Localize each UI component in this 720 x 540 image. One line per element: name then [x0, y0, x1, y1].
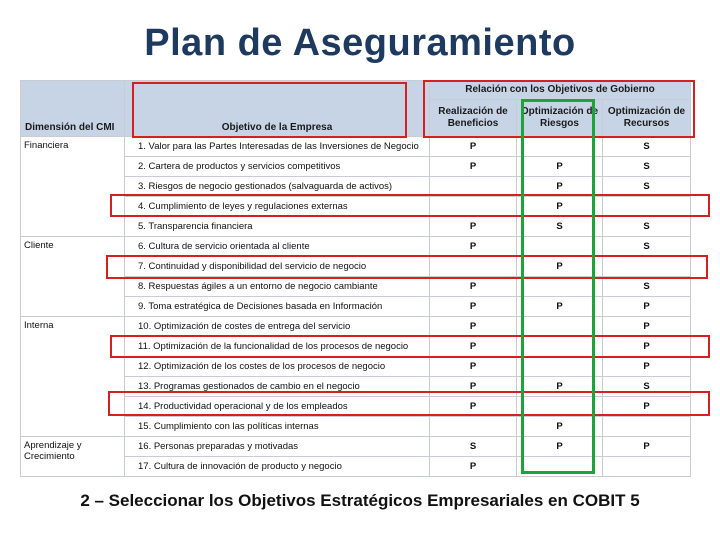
- objective-cell: 14. Productividad operacional y de los empleados: [125, 397, 430, 417]
- recursos-cell: P: [603, 397, 691, 417]
- objective-cell: 16. Personas preparadas y motivadas: [125, 437, 430, 457]
- beneficios-cell: P: [430, 237, 517, 257]
- beneficios-cell: P: [430, 317, 517, 337]
- recursos-cell: [603, 457, 691, 477]
- recursos-cell: P: [603, 317, 691, 337]
- objective-cell: 3. Riesgos de negocio gestionados (salvaguarda de activos): [125, 177, 430, 197]
- recursos-cell: P: [603, 297, 691, 317]
- riesgos-cell: [517, 397, 603, 417]
- header-beneficios: Realización de Beneficios: [430, 100, 517, 137]
- riesgos-cell: P: [517, 437, 603, 457]
- riesgos-cell: [517, 237, 603, 257]
- dimension-cell: Interna: [21, 317, 125, 437]
- objective-cell: 5. Transparencia financiera: [125, 217, 430, 237]
- beneficios-cell: [430, 177, 517, 197]
- objective-cell: 1. Valor para las Partes Interesadas de las Inversiones de Negocio: [125, 137, 430, 157]
- recursos-cell: [603, 257, 691, 277]
- beneficios-cell: P: [430, 357, 517, 377]
- header-dimension: Dimensión del CMI: [21, 81, 125, 137]
- riesgos-cell: [517, 277, 603, 297]
- slide-title: Plan de Aseguramiento: [144, 22, 576, 64]
- riesgos-cell: [517, 337, 603, 357]
- objective-cell: 4. Cumplimiento de leyes y regulaciones externas: [125, 197, 430, 217]
- beneficios-cell: [430, 417, 517, 437]
- beneficios-cell: P: [430, 297, 517, 317]
- riesgos-cell: P: [517, 297, 603, 317]
- recursos-cell: [603, 197, 691, 217]
- riesgos-cell: P: [517, 177, 603, 197]
- beneficios-cell: P: [430, 397, 517, 417]
- recursos-cell: S: [603, 237, 691, 257]
- recursos-cell: P: [603, 437, 691, 457]
- riesgos-cell: P: [517, 257, 603, 277]
- riesgos-cell: P: [517, 417, 603, 437]
- dimension-cell: Cliente: [21, 237, 125, 317]
- objective-cell: 11. Optimización de la funcionalidad de los procesos de negocio: [125, 337, 430, 357]
- riesgos-cell: P: [517, 197, 603, 217]
- recursos-cell: S: [603, 157, 691, 177]
- beneficios-cell: P: [430, 337, 517, 357]
- header-recursos: Optimización de Recursos: [603, 100, 691, 137]
- beneficios-cell: P: [430, 137, 517, 157]
- slide-caption: 2 – Seleccionar los Objetivos Estratégicos Empresariales en COBIT 5: [80, 491, 640, 510]
- beneficios-cell: [430, 197, 517, 217]
- beneficios-cell: P: [430, 217, 517, 237]
- header-riesgos: Optimización de Riesgos: [517, 100, 603, 137]
- objective-cell: 12. Optimización de los costes de los procesos de negocio: [125, 357, 430, 377]
- beneficios-cell: P: [430, 157, 517, 177]
- objective-cell: 7. Continuidad y disponibilidad del servicio de negocio: [125, 257, 430, 277]
- header-group-relation: Relación con los Objetivos de Gobierno: [430, 81, 691, 100]
- table-row: [21, 437, 691, 457]
- riesgos-cell: P: [517, 157, 603, 177]
- objective-cell: 8. Respuestas ágiles a un entorno de negocio cambiante: [125, 277, 430, 297]
- objective-cell: 15. Cumplimiento con las políticas internas: [125, 417, 430, 437]
- recursos-cell: [603, 417, 691, 437]
- riesgos-cell: [517, 137, 603, 157]
- table-row: [21, 237, 691, 257]
- beneficios-cell: P: [430, 377, 517, 397]
- table-row: [21, 137, 691, 157]
- objective-cell: 2. Cartera de productos y servicios competitivos: [125, 157, 430, 177]
- beneficios-cell: P: [430, 457, 517, 477]
- dimension-cell: Financiera: [21, 137, 125, 237]
- riesgos-cell: S: [517, 217, 603, 237]
- dimension-cell: Aprendizaje y Crecimiento: [21, 437, 125, 477]
- table-row: [21, 317, 691, 337]
- beneficios-cell: [430, 257, 517, 277]
- riesgos-cell: P: [517, 377, 603, 397]
- recursos-cell: S: [603, 277, 691, 297]
- recursos-cell: S: [603, 217, 691, 237]
- riesgos-cell: [517, 357, 603, 377]
- riesgos-cell: [517, 457, 603, 477]
- header-objective: Objetivo de la Empresa: [125, 81, 430, 137]
- recursos-cell: S: [603, 137, 691, 157]
- riesgos-cell: [517, 317, 603, 337]
- recursos-cell: S: [603, 177, 691, 197]
- objective-cell: 17. Cultura de innovación de producto y negocio: [125, 457, 430, 477]
- objective-cell: 9. Toma estratégica de Decisiones basada en Información: [125, 297, 430, 317]
- objective-cell: 10. Optimización de costes de entrega del servicio: [125, 317, 430, 337]
- recursos-cell: P: [603, 357, 691, 377]
- recursos-cell: P: [603, 337, 691, 357]
- beneficios-cell: S: [430, 437, 517, 457]
- recursos-cell: S: [603, 377, 691, 397]
- objective-cell: 6. Cultura de servicio orientada al cliente: [125, 237, 430, 257]
- beneficios-cell: P: [430, 277, 517, 297]
- objectives-table: [20, 80, 691, 477]
- objective-cell: 13. Programas gestionados de cambio en el negocio: [125, 377, 430, 397]
